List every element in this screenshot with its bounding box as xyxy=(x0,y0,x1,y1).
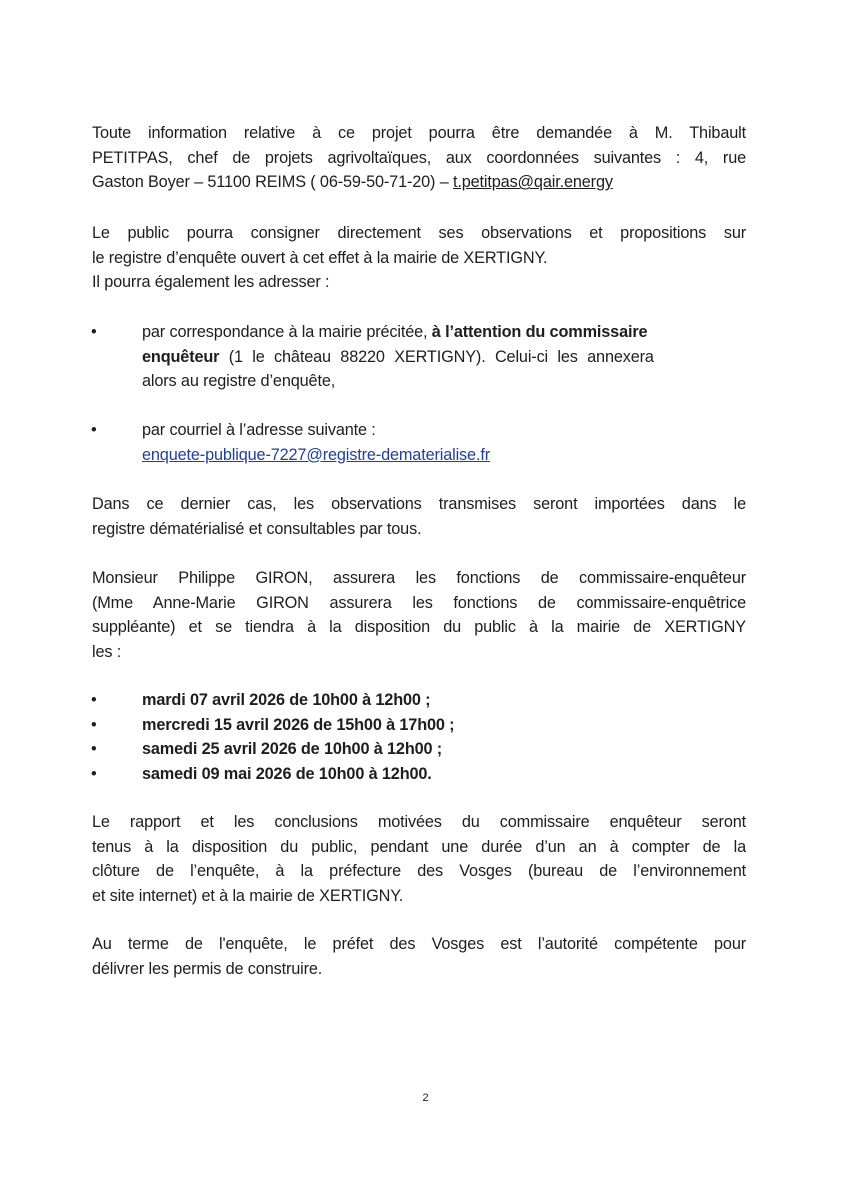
paragraph-registre xyxy=(92,221,746,295)
text-line: Le rapport et les conclusions motivées du commissaire enquêteur seront xyxy=(92,813,746,831)
text-line: Dans ce dernier cas, les observations transmises seront importées dans le xyxy=(92,495,746,513)
bullet-courriel xyxy=(92,418,746,467)
permanence-date: samedi 09 mai 2026 de 10h00 à 12h00. xyxy=(142,764,432,783)
text-line: Il pourra également les adresser : xyxy=(92,273,330,292)
text-bold: enquêteur xyxy=(142,347,220,366)
bullet-icon: • xyxy=(91,421,97,439)
text-line xyxy=(92,170,746,195)
text-line: Le public pourra consigner directement ses observations et propositions sur xyxy=(92,224,746,242)
permanence-date: mercredi 15 avril 2026 de 15h00 à 17h00 ; xyxy=(142,715,455,734)
paragraph-dematerialise xyxy=(92,492,746,541)
text-line: délivrer les permis de construire. xyxy=(92,959,323,978)
permanences-list xyxy=(92,688,746,786)
bullet-icon: • xyxy=(91,691,97,709)
text-plain: (1 le château 88220 XERTIGNY). Celui-ci les annexera xyxy=(219,347,654,366)
text-line: suppléante) et se tiendra à la disposition du public à la mairie de XERTIGNY xyxy=(92,618,746,637)
registre-email-link[interactable]: enquete-publique-7227@registre-dematerialise.fr xyxy=(142,445,490,464)
list-item xyxy=(92,762,746,787)
text-line: les : xyxy=(92,642,122,661)
permanence-date: samedi 25 avril 2026 de 10h00 à 12h00 ; xyxy=(142,740,443,759)
text-line: clôture de l’enquête, à la préfecture des Vosges (bureau de l’environnement xyxy=(92,862,746,881)
text-line: PETITPAS, chef de projets agrivoltaïques, aux coordonnées suivantes : 4, rue xyxy=(92,148,746,167)
text-line: Monsieur Philippe GIRON, assurera les fonctions de commissaire-enquêteur xyxy=(92,569,746,587)
paragraph-rapport xyxy=(92,810,746,908)
text-line: Toute information relative à ce projet pourra être demandée à M. Thibault xyxy=(92,124,746,142)
list-item xyxy=(92,688,746,713)
paragraph-prefet xyxy=(92,932,746,981)
contact-email-link[interactable]: t.petitpas@qair.energy xyxy=(452,173,613,192)
paragraph-contact xyxy=(92,121,746,195)
list-item xyxy=(92,737,746,762)
list-item xyxy=(92,713,746,738)
text-line: alors au registre d’enquête, xyxy=(142,372,336,391)
text-line: (Mme Anne-Marie GIRON assurera les fonctions de commissaire-enquêtrice xyxy=(92,593,746,612)
text-bold: à l’attention du commissaire xyxy=(431,323,648,341)
page-number: 2 xyxy=(422,1092,429,1104)
text-plain: par correspondance à la mairie précitée, xyxy=(142,323,432,341)
bullet-icon: • xyxy=(91,764,97,783)
text-line: Au terme de l'enquête, le préfet des Vosges est l’autorité compétente pour xyxy=(92,935,746,953)
text-line: tenus à la disposition du public, pendant une durée d’un an à compter de la xyxy=(92,837,746,856)
text-line: registre dématérialisé et consultables par tous. xyxy=(92,519,422,538)
text-line: et site internet) et à la mairie de XERTIGNY. xyxy=(92,886,404,905)
text-line xyxy=(142,345,746,370)
text-line xyxy=(142,320,746,345)
contact-address: Gaston Boyer – 51100 REIMS ( 06-59-50-71-20) – xyxy=(92,173,453,192)
permanence-date: mardi 07 avril 2026 de 10h00 à 12h00 ; xyxy=(142,691,431,709)
text-line: le registre d’enquête ouvert à cet effet à la mairie de XERTIGNY. xyxy=(92,248,548,267)
paragraph-commissaire xyxy=(92,566,746,664)
bullet-icon: • xyxy=(91,323,97,341)
bullet-icon: • xyxy=(91,715,97,734)
bullet-icon: • xyxy=(91,740,97,759)
bullet-correspondance xyxy=(92,320,746,394)
text-line: par courriel à l’adresse suivante : xyxy=(142,421,376,439)
